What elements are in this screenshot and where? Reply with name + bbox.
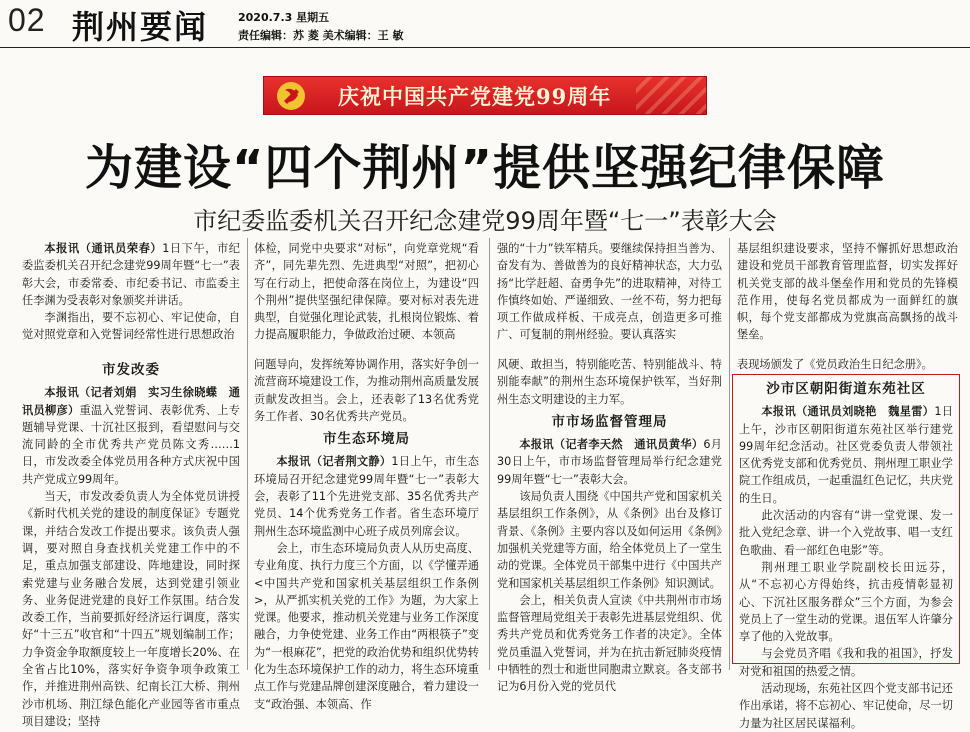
byline: 本报讯（通讯员刘晓艳 魏星雷） bbox=[761, 405, 935, 419]
paragraph: 1日上午，市生态环境局召开纪念建党99周年暨“七一”表彰大会，表彰了11个先进党支部、35名优秀共产党员、14个优秀党务工作者。省生态环境厅荆州生态环境监测中心班子成员列席会议。 bbox=[254, 455, 479, 538]
paragraph: 会上，市生态环境局负责人从历史高度、专业角度、执行力度三个方面，以《学懂弄通<中国共产党和国家机关基层组织工作条例>，从严抓实机关党的工作》为题，为大家上党课。他要求，推动机关党建与业务工作深度融合，力争使党建、业务工作由“两根筷子”变为“一根麻花”，把党的政治优势和组织优势转化为生态环境保护工作的动力，将生态环境重点工作与党建品牌创建深度融合，着力建设一支“政治强、本领高、作 bbox=[254, 541, 479, 711]
paragraph: 强的“十力”铁军精兵。要继续保持担当善为、奋发有为、善做善为的良好精神状态，大力弘扬“比学赶超、奋勇争先”的进取精神，对待工作慎终如始、严谨细致、一丝不苟，努力把每项工作做成样板、干成亮点，创造更多可推广、可复制的荆州经验。要认真落实 bbox=[497, 242, 722, 342]
byline: 本报讯（记者李天然 通讯员黄华） bbox=[519, 438, 704, 452]
paragraph: 活动现场，东苑社区四个党支部书记还作出承诺，将不忘初心、牢记使命，尽一切力量为社区居民谋福利。 bbox=[739, 682, 953, 730]
community-article-box bbox=[732, 374, 960, 730]
article-dongyuan-community bbox=[739, 375, 953, 730]
lead-article-col3 bbox=[497, 240, 722, 345]
main-headline: 为建设“四个荆州”提供坚强纪律保障 bbox=[84, 140, 886, 196]
article-title: 沙市区朝阳街道东苑社区 bbox=[766, 381, 926, 397]
editors-credit: 责任编辑：苏 菱 美术编辑：王 敏 bbox=[238, 29, 404, 42]
byline: 本报讯（记者刘娟 实习生徐晓蝶 通讯员柳彦） bbox=[22, 386, 240, 417]
lead-article-col1 bbox=[22, 240, 240, 345]
article-ecology-bureau bbox=[254, 356, 479, 711]
banner-text: 庆祝中国共产党建党99周年 bbox=[338, 84, 612, 109]
section-title: 荆州要闻 bbox=[72, 8, 209, 46]
paragraph: 此次活动的内容有“讲一堂党课、发一批入党纪念章、讲一个入党故事、唱一支红色歌曲、看一部红色电影”等。 bbox=[739, 509, 953, 557]
article-title: 市发改委 bbox=[102, 362, 160, 378]
paragraph: 重温入党誓词、表彰优秀、上专题辅导党课、十沉社区报到，看望慰问与交流同龄的全市优秀共产党员陈文秀……1日，市发改委全体党员用各种方式庆祝中国共产党成立99周年。 bbox=[22, 403, 240, 486]
sub-headline: 市纪委监委机关召开纪念建党99周年暨“七一”表彰大会 bbox=[193, 207, 777, 235]
column-divider bbox=[247, 238, 248, 670]
party-emblem-icon bbox=[276, 81, 306, 111]
lead-article-col4-end bbox=[737, 356, 958, 374]
paragraph: 该局负责人围绕《中国共产党和国家机关基层组织工作条例》，从《条例》出台及修订背景、《条例》主要内容以及如何运用《条例》加强机关党建等方面，给全体党员上了一堂生动的党课。全体党员干部集中进行《中国共产党和国家机关基层组织工作条例》知识测试。 bbox=[497, 490, 722, 590]
lead-article-col4 bbox=[737, 240, 958, 345]
paragraph: 李渊指出，要不忘初心、牢记使命，自觉对照党章和入党誓词经常性进行思想政治 bbox=[22, 311, 240, 342]
lead-article-col2 bbox=[254, 240, 479, 345]
paragraph: 荆州理工职业学院副校长田远芬，从“不忘初心方得始终，抗击疫情彰显初心、下沉社区服务群众”三个方面，为参会党员上了一堂生动的党课。退伍军人许肇分享了他的入党故事。 bbox=[739, 560, 953, 644]
banner-flag-decoration bbox=[636, 77, 706, 114]
paragraph: 1日上午，沙市区朝阳街道东苑社区举行建党99周年纪念活动。社区党委负责人带领社区优秀党支部和优秀党员、荆州理工职业学院工作组成员，一起重温红色记忆，共庆党的生日。 bbox=[739, 405, 953, 505]
column-divider bbox=[489, 238, 490, 670]
article-title: 市生态环境局 bbox=[323, 431, 410, 448]
paragraph: 会上，相关负责人宣读《中共荆州市市场监督管理局党组关于表彰先进基层党组织、优秀共产党员和优秀党务工作者的决定》。全体党员重温入党誓词，并为在抗击新冠肺炎疫情中牺牲的烈士和逝世同胞肃立默哀。各支部书记为6月份入党的党员代 bbox=[497, 593, 722, 694]
paragraph: 问题导向，发挥统筹协调作用，落实好争创一流营商环境建设工作，为推动荆州高质量发展贡献发改担当。会上，还表彰了13名优秀党务工作者、30名优秀共产党员。 bbox=[254, 358, 479, 423]
article-development-reform bbox=[22, 356, 240, 728]
page-number: 02 bbox=[8, 2, 46, 38]
paragraph: 风硬、敢担当，特别能吃苦、特别能战斗、特别能奉献”的荆州生态环境保护铁军，当好荆州生态文明建设的主力军。 bbox=[497, 358, 722, 406]
article-title: 市市场监督管理局 bbox=[551, 413, 668, 430]
issue-date: 2020.7.3 星期五 bbox=[238, 11, 330, 24]
byline: 本报讯（记者荆文静） bbox=[276, 455, 392, 469]
paragraph: 与会党员齐唱《我和我的祖国》，抒发对党和祖国的热爱之情。 bbox=[739, 647, 953, 678]
paragraph: 当天，市发改委负责人为全体党员讲授《新时代机关党的建设的制度保证》专题党课，并结合发改工作提出要求。该负责人强调，要对照自身查找机关党建工作中的不足，重点加强支部建设、阵地建设，同时探索党建与业务融合发展，达到党建引领业务、业务促进党建的良好工作氛围。结合发改委工作，当前要抓好经济运行调度，落实好“十三五”收官和“十四五”规划编制工作；力争资金争取额度较上一年度增长20%、在全省占比10%，落实好争资争项争政策工作，并推进荆州高铁、纪南长江大桥、荆州沙市机场、荆江绿色能化产业园等省市重点项目建设；坚持 bbox=[22, 490, 240, 728]
paragraph: 6月30日上午，市市场监督管理局举行纪念建党99周年暨“七一”表彰大会。 bbox=[497, 438, 722, 486]
page-header bbox=[0, 0, 970, 48]
paragraph: 1日下午，市纪委监委机关召开纪念建党99周年暨“七一”表彰大会，市委常委、市纪委书记、市监委主任李渊为受表彰对象颁奖并讲话。 bbox=[22, 242, 240, 307]
paragraph: 表现场颁发了《党员政治生日纪念册》。 bbox=[737, 358, 933, 371]
article-market-supervision bbox=[497, 356, 722, 694]
paragraph: 体检，同党中央要求“对标”，向党章党规“看齐”，同先辈先烈、先进典型“对照”，把初心写在行动上，把使命落在岗位上，为建设“四个荆州”提供坚强纪律保障。要对标对表先进典型，自觉强化理论武装，扎根岗位锻炼、着力提高履职能力，争做政治过硬、本领高 bbox=[254, 242, 479, 342]
anniversary-banner bbox=[263, 76, 707, 115]
byline: 本报讯（通讯员荣春） bbox=[44, 242, 163, 255]
paragraph: 基层组织建设要求，坚持不懈抓好思想政治建设和党员干部教育管理监督，切实发挥好机关党支部的战斗堡垒作用和党员的先锋模范作用，使每名党员都成为一面鲜红的旗帜，每个党支部都成为党旗高高飘扬的战斗堡垒。 bbox=[737, 242, 958, 342]
column-divider bbox=[729, 238, 730, 670]
